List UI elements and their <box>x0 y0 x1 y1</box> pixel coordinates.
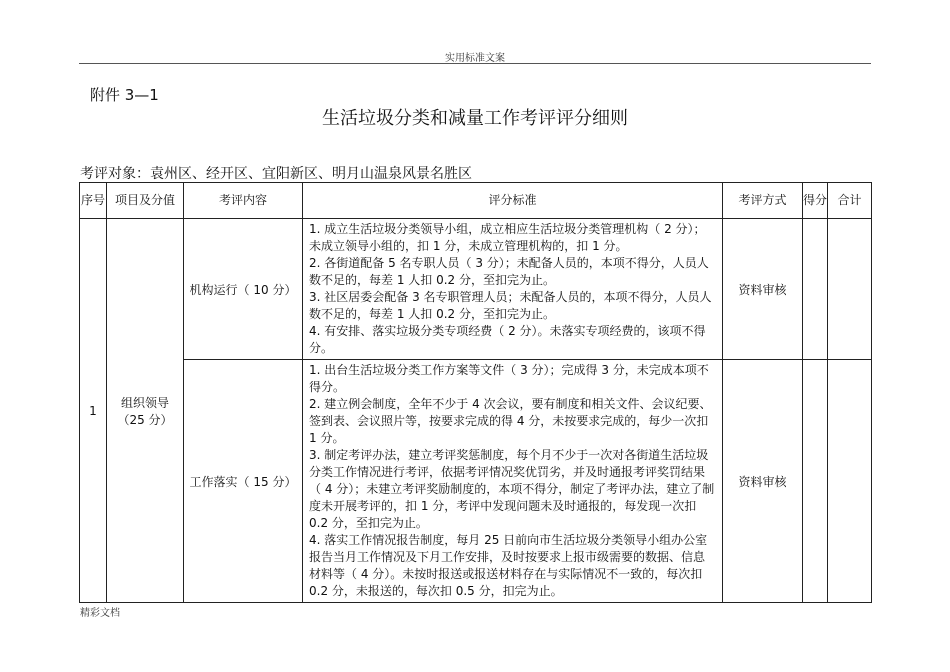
table-row <box>80 219 872 360</box>
criteria-cell <box>303 360 723 603</box>
criteria-line: 4. 落实工作情况报告制度，每月 25 日前向市生活垃圾分类领导小组办公室报告当月工作情况及下月工作安排，及时按要求上报市级需要的数据、信息材料等（ 4 分）。未按时报送或报送材料存在与实际情况不一致的，每次扣 0.2 分，未报送的，每次扣 0.5 分，扣完为止。 <box>309 533 708 598</box>
score-cell <box>803 219 828 360</box>
content-cell: 工作落实（ 15 分） <box>184 360 303 603</box>
total-cell <box>828 219 872 360</box>
criteria-cell <box>303 219 723 360</box>
header-no: 序号 <box>80 183 107 219</box>
score-cell <box>803 360 828 603</box>
header-criteria: 评分标准 <box>303 183 723 219</box>
group-number: 1 <box>80 219 107 603</box>
header-method: 考评方式 <box>723 183 803 219</box>
method-cell: 资料审核 <box>723 219 803 360</box>
method-cell: 资料审核 <box>723 360 803 603</box>
header-score: 得分 <box>803 183 828 219</box>
content-cell: 机构运行（ 10 分） <box>184 219 303 360</box>
criteria-line: 1. 出台生活垃圾分类工作方案等文件（ 3 分）；完成得 3 分，未完成本项不得分。 <box>309 363 709 394</box>
page-footer: 精彩文档 <box>80 608 120 619</box>
group-item-name: 组织领导 <box>120 395 169 410</box>
evaluation-target: 考评对象：袁州区、经开区、宜阳新区、明月山温泉风景名胜区 <box>80 166 472 182</box>
header-content: 考评内容 <box>184 183 303 219</box>
criteria-line: 2. 各街道配备 5 名专职人员（ 3 分）；未配备人员的，本项不得分，人员人数不足的，每差 1 人扣 0.2 分，至扣完为止。 <box>309 256 709 287</box>
criteria-line: 3. 制定考评办法，建立考评奖惩制度，每个月不少于一次对各街道生活垃圾分类工作情况进行考评，依据考评情况奖优罚劣，并及时通报考评奖罚结果（ 4 分）；未建立考评奖励制度的，本项不得分，制定了考评办法，建立了制度未开展考评的，扣 1 分，考评中发现问题未及时通报的，每发现一次扣 0.2 分，至扣完为止。 <box>309 448 715 530</box>
page-header: 实用标准文案 <box>445 53 505 64</box>
criteria-line: 2. 建立例会制度，全年不少于 4 次会议，要有制度和相关文件、会议纪要、签到表、会议照片等，按要求完成的得 4 分，未按要求完成的，每少一次扣 1 分。 <box>309 397 712 445</box>
scoring-table <box>79 182 872 603</box>
group-item-points: （25 分） <box>117 412 173 427</box>
table-row <box>80 360 872 603</box>
criteria-line: 3. 社区居委会配备 3 名专职管理人员；未配备人员的，本项不得分，人员人数不足的，每差 1 人扣 0.2 分，至扣完为止。 <box>309 290 712 321</box>
table-header-row <box>80 183 872 219</box>
document-title: 生活垃圾分类和减量工作考评评分细则 <box>322 108 628 129</box>
criteria-line: 1. 成立生活垃圾分类领导小组，成立相应生活垃圾分类管理机构（ 2 分）；未成立领导小组的，扣 1 分，未成立管理机构的，扣 1 分。 <box>309 222 706 253</box>
criteria-line: 4. 有安排、落实垃圾分类专项经费（ 2 分）。未落实专项经费的，该项不得分。 <box>309 324 706 355</box>
header-total: 合计 <box>828 183 872 219</box>
header-item: 项目及分值 <box>107 183 184 219</box>
group-item <box>107 219 184 603</box>
attachment-label: 附件 3—1 <box>90 86 159 104</box>
total-cell <box>828 360 872 603</box>
header-rule <box>79 63 871 64</box>
